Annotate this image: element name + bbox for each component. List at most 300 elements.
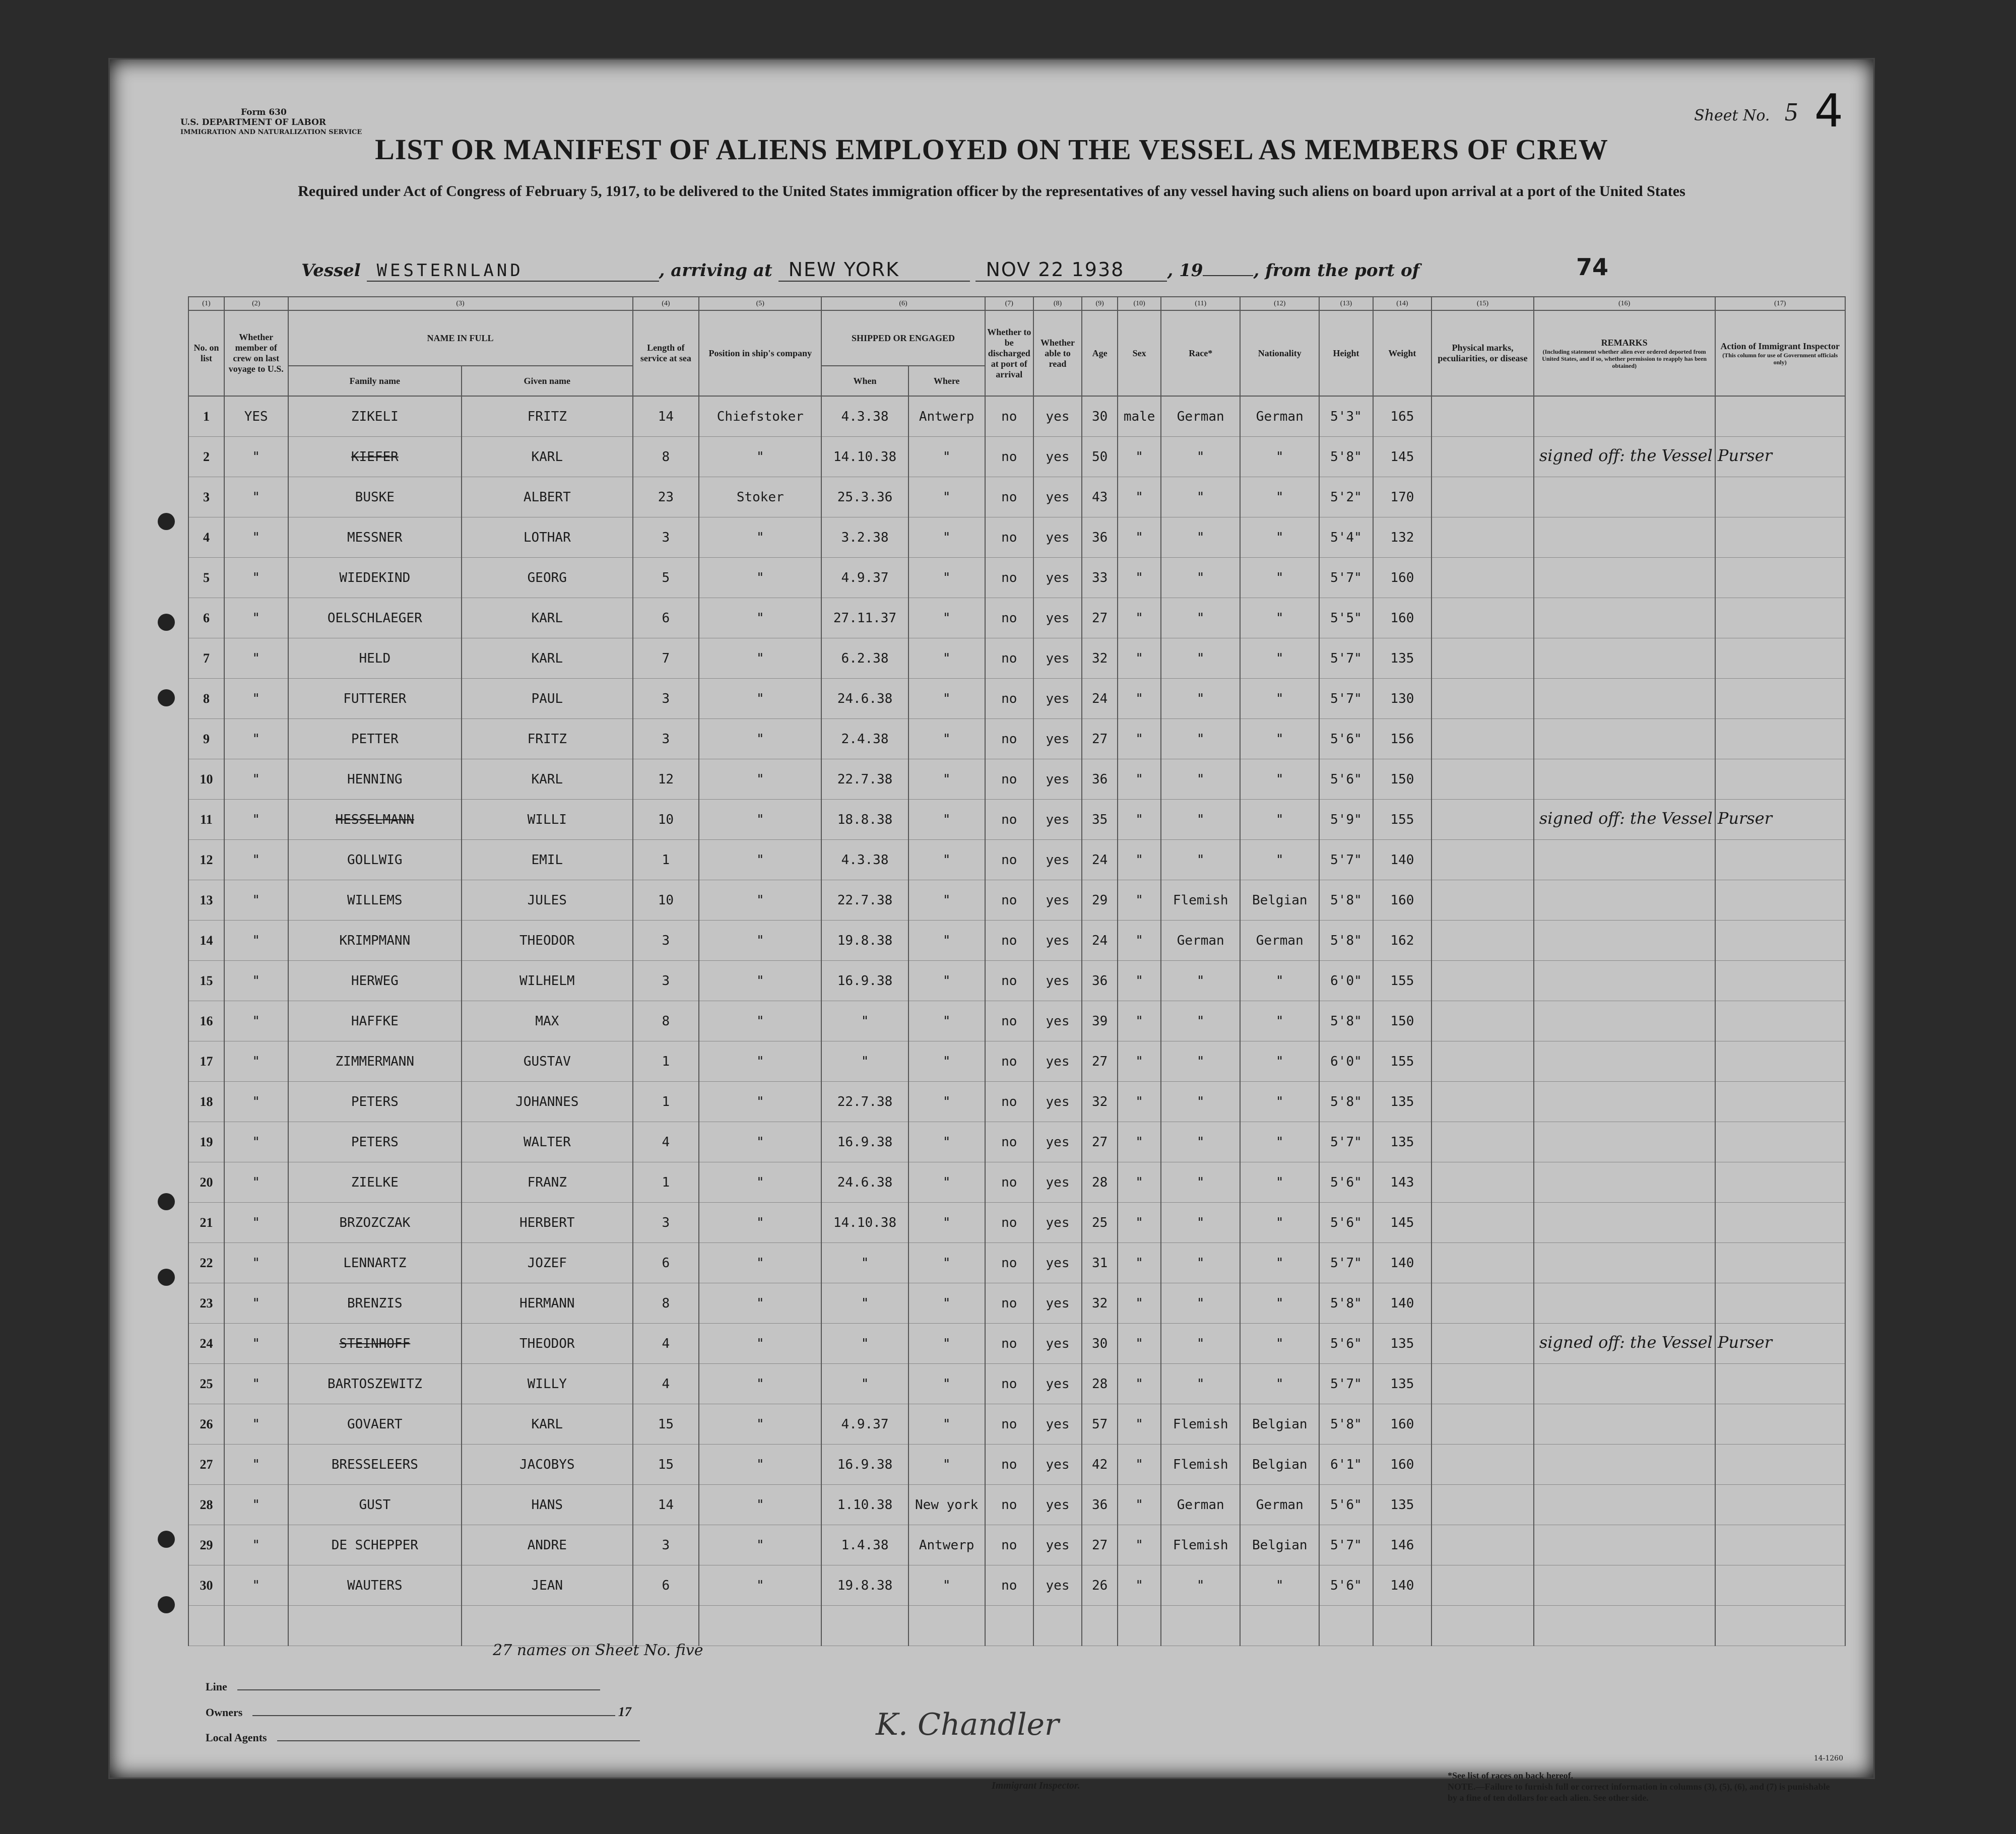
cell-inspector-action — [1715, 1122, 1846, 1162]
cell-sex: " — [1118, 800, 1161, 840]
cell-sex: " — [1118, 880, 1161, 921]
cell-nationality: " — [1240, 558, 1319, 598]
cell-shipped-when: " — [821, 1041, 908, 1082]
cell-able-to-read: yes — [1033, 477, 1082, 517]
cell-shipped-when: 14.10.38 — [821, 437, 908, 477]
cell-remarks — [1534, 1364, 1715, 1404]
cell-length-of-service: 4 — [633, 1122, 699, 1162]
cell-sex: " — [1118, 1243, 1161, 1283]
col-10-number: (10) — [1118, 297, 1161, 310]
cell-able-to-read: yes — [1033, 558, 1082, 598]
cell-remarks — [1534, 396, 1715, 437]
cell-shipped-where: " — [908, 437, 985, 477]
crew-table-body — [188, 396, 1845, 1646]
empty-cell — [1082, 1606, 1118, 1646]
cell-discharged: no — [985, 1445, 1033, 1485]
cell-nationality: " — [1240, 759, 1319, 800]
cell-height: 5'8" — [1319, 880, 1373, 921]
cell-last-voyage: " — [224, 1082, 288, 1122]
cell-remarks — [1534, 477, 1715, 517]
cell-discharged: no — [985, 1122, 1033, 1162]
cell-family-name: BRZOZCZAK — [288, 1203, 462, 1243]
cell-row-number: 22 — [188, 1243, 224, 1283]
remark-text: signed off: the Vessel Purser — [1539, 1333, 1773, 1352]
empty-cell — [1033, 1606, 1082, 1646]
cell-shipped-where: " — [908, 921, 985, 961]
cell-discharged: no — [985, 800, 1033, 840]
footer-fields — [206, 1674, 640, 1750]
cell-row-number: 17 — [188, 1041, 224, 1082]
cell-physical-marks — [1432, 437, 1534, 477]
cell-given-name: FRITZ — [462, 396, 632, 437]
cell-remarks — [1534, 1525, 1715, 1565]
cell-remarks — [1534, 1485, 1715, 1525]
cell-position: " — [699, 1565, 821, 1606]
cell-race: " — [1161, 1162, 1240, 1203]
binder-hole — [158, 1269, 175, 1286]
line-label: Line — [206, 1680, 227, 1693]
crew-row — [188, 396, 1845, 437]
cell-position: " — [699, 800, 821, 840]
cell-family-name: MESSNER — [288, 517, 462, 558]
cell-age: 31 — [1082, 1243, 1118, 1283]
cell-age: 26 — [1082, 1565, 1118, 1606]
cell-nationality: Belgian — [1240, 1525, 1319, 1565]
cell-discharged: no — [985, 638, 1033, 679]
cell-shipped-where: " — [908, 800, 985, 840]
col-shipped-engaged: SHIPPED OR ENGAGED — [821, 310, 985, 366]
empty-cell — [1161, 1606, 1240, 1646]
cell-inspector-action — [1715, 679, 1846, 719]
cell-remarks — [1534, 1404, 1715, 1445]
empty-cell — [1118, 1606, 1161, 1646]
cell-discharged: no — [985, 1525, 1033, 1565]
cell-length-of-service: 8 — [633, 437, 699, 477]
cell-sex: " — [1118, 1404, 1161, 1445]
crew-row — [188, 679, 1845, 719]
cell-weight: 135 — [1373, 1485, 1432, 1525]
crew-row — [188, 1203, 1845, 1243]
cell-able-to-read: yes — [1033, 759, 1082, 800]
cell-position: " — [699, 598, 821, 638]
cell-shipped-when: 16.9.38 — [821, 1445, 908, 1485]
cell-weight: 140 — [1373, 1283, 1432, 1324]
cell-row-number: 15 — [188, 961, 224, 1001]
column-number-row — [188, 297, 1845, 310]
form-number: Form 630 — [241, 107, 287, 117]
col-4-number: (4) — [633, 297, 699, 310]
cell-discharged: no — [985, 1565, 1033, 1606]
cell-family-name: WILLEMS — [288, 880, 462, 921]
cell-remarks — [1534, 759, 1715, 800]
manifest-sheet — [108, 58, 1875, 1803]
cell-nationality: " — [1240, 1203, 1319, 1243]
cell-length-of-service: 3 — [633, 517, 699, 558]
cell-race: Flemish — [1161, 1445, 1240, 1485]
cell-age: 36 — [1082, 961, 1118, 1001]
cell-last-voyage: " — [224, 719, 288, 759]
col-when: When — [821, 366, 908, 396]
cell-shipped-where: " — [908, 1001, 985, 1041]
empty-cell — [821, 1606, 908, 1646]
cell-length-of-service: 1 — [633, 1041, 699, 1082]
cell-physical-marks — [1432, 759, 1534, 800]
empty-cell — [1373, 1606, 1432, 1646]
crew-row — [188, 921, 1845, 961]
cell-last-voyage: " — [224, 1162, 288, 1203]
cell-length-of-service: 14 — [633, 396, 699, 437]
cell-age: 25 — [1082, 1203, 1118, 1243]
cell-physical-marks — [1432, 517, 1534, 558]
cell-family-name: BARTOSZEWITZ — [288, 1364, 462, 1404]
cell-length-of-service: 6 — [633, 1565, 699, 1606]
cell-age: 28 — [1082, 1364, 1118, 1404]
cell-discharged: no — [985, 598, 1033, 638]
vessel-name: WESTERNLAND — [367, 260, 659, 282]
footnote — [1448, 1770, 1841, 1803]
cell-shipped-when: 25.3.36 — [821, 477, 908, 517]
cell-shipped-when: 22.7.38 — [821, 1082, 908, 1122]
cell-discharged: no — [985, 1283, 1033, 1324]
cell-discharged: no — [985, 1243, 1033, 1283]
cell-row-number: 18 — [188, 1082, 224, 1122]
cell-nationality: " — [1240, 1001, 1319, 1041]
cell-weight: 150 — [1373, 759, 1432, 800]
year-label: , 19 — [1167, 260, 1203, 281]
cell-age: 33 — [1082, 558, 1118, 598]
cell-family-name: BRESSELEERS — [288, 1445, 462, 1485]
cell-position: " — [699, 1364, 821, 1404]
cell-shipped-when: " — [821, 1243, 908, 1283]
cell-sex: " — [1118, 719, 1161, 759]
cell-shipped-when: 4.9.37 — [821, 1404, 908, 1445]
arrival-port: NEW YORK — [778, 258, 970, 282]
cell-nationality: " — [1240, 477, 1319, 517]
cell-remarks — [1534, 638, 1715, 679]
cell-length-of-service: 1 — [633, 840, 699, 880]
cell-position: " — [699, 1243, 821, 1283]
col-discharged: Whether to be discharged at port of arrival — [985, 310, 1033, 396]
cell-given-name: WILLI — [462, 800, 632, 840]
cell-nationality: Belgian — [1240, 1445, 1319, 1485]
cell-inspector-action — [1715, 1565, 1846, 1606]
cell-shipped-where: Antwerp — [908, 1525, 985, 1565]
cell-nationality: " — [1240, 1364, 1319, 1404]
cell-inspector-action — [1715, 840, 1846, 880]
cell-race: Flemish — [1161, 1404, 1240, 1445]
crew-row — [188, 1445, 1845, 1485]
cell-given-name: WILLY — [462, 1364, 632, 1404]
cell-discharged: no — [985, 961, 1033, 1001]
cell-row-number: 25 — [188, 1364, 224, 1404]
crew-row — [188, 638, 1845, 679]
cell-weight: 165 — [1373, 396, 1432, 437]
cell-last-voyage: YES — [224, 396, 288, 437]
cell-able-to-read: yes — [1033, 1485, 1082, 1525]
cell-shipped-when: 24.6.38 — [821, 679, 908, 719]
crew-row — [188, 1082, 1845, 1122]
crew-row — [188, 517, 1845, 558]
cell-weight: 155 — [1373, 961, 1432, 1001]
cell-height: 5'7" — [1319, 679, 1373, 719]
col-16-number: (16) — [1534, 297, 1715, 310]
cell-physical-marks — [1432, 1001, 1534, 1041]
cell-shipped-where: " — [908, 880, 985, 921]
crew-row — [188, 1162, 1845, 1203]
cell-shipped-when: 14.10.38 — [821, 1203, 908, 1243]
cell-inspector-action — [1715, 1445, 1846, 1485]
crew-row — [188, 719, 1845, 759]
col-15-number: (15) — [1432, 297, 1534, 310]
cell-given-name: JEAN — [462, 1565, 632, 1606]
crew-row — [188, 759, 1845, 800]
page-title: LIST OR MANIFEST OF ALIENS EMPLOYED ON THE VESSEL AS MEMBERS OF CREW — [375, 133, 1608, 166]
cell-physical-marks — [1432, 719, 1534, 759]
cell-age: 36 — [1082, 1485, 1118, 1525]
cell-last-voyage: " — [224, 437, 288, 477]
cell-height: 5'6" — [1319, 1162, 1373, 1203]
cell-given-name: HANS — [462, 1485, 632, 1525]
cell-age: 36 — [1082, 517, 1118, 558]
cell-family-name: KRIMPMANN — [288, 921, 462, 961]
cell-last-voyage: " — [224, 1404, 288, 1445]
cell-position: " — [699, 880, 821, 921]
cell-family-name: WIEDEKIND — [288, 558, 462, 598]
cell-sex: " — [1118, 1445, 1161, 1485]
cell-inspector-action — [1715, 598, 1846, 638]
cell-family-name: OELSCHLAEGER — [288, 598, 462, 638]
cell-remarks — [1534, 679, 1715, 719]
col-7-number: (7) — [985, 297, 1033, 310]
cell-height: 5'2" — [1319, 477, 1373, 517]
cell-physical-marks — [1432, 396, 1534, 437]
cell-shipped-where: " — [908, 1324, 985, 1364]
cell-position: " — [699, 437, 821, 477]
cell-weight: 160 — [1373, 558, 1432, 598]
owners-field — [206, 1699, 640, 1725]
cell-race: " — [1161, 638, 1240, 679]
cell-able-to-read: yes — [1033, 880, 1082, 921]
empty-cell — [462, 1606, 632, 1646]
crew-row — [188, 840, 1845, 880]
cell-shipped-when: 4.9.37 — [821, 558, 908, 598]
cell-discharged: no — [985, 1041, 1033, 1082]
cell-race: " — [1161, 1283, 1240, 1324]
cell-last-voyage: " — [224, 1001, 288, 1041]
cell-position: " — [699, 1485, 821, 1525]
cell-physical-marks — [1432, 1364, 1534, 1404]
cell-position: " — [699, 840, 821, 880]
empty-row — [188, 1606, 1845, 1646]
empty-cell — [633, 1606, 699, 1646]
cell-last-voyage: " — [224, 1041, 288, 1082]
cell-given-name: FRITZ — [462, 719, 632, 759]
cell-last-voyage: " — [224, 1324, 288, 1364]
cell-last-voyage: " — [224, 1203, 288, 1243]
vessel-line — [301, 258, 1419, 282]
cell-height: 5'6" — [1319, 719, 1373, 759]
cell-weight: 140 — [1373, 1565, 1432, 1606]
col-2-number: (2) — [224, 297, 288, 310]
crew-row — [188, 1243, 1845, 1283]
cell-row-number: 9 — [188, 719, 224, 759]
cell-height: 5'8" — [1319, 1001, 1373, 1041]
cell-shipped-when: 24.6.38 — [821, 1162, 908, 1203]
cell-remarks — [1534, 1445, 1715, 1485]
cell-weight: 135 — [1373, 1122, 1432, 1162]
cell-physical-marks — [1432, 961, 1534, 1001]
cell-length-of-service: 3 — [633, 679, 699, 719]
cell-discharged: no — [985, 1404, 1033, 1445]
cell-length-of-service: 3 — [633, 719, 699, 759]
cell-remarks — [1534, 558, 1715, 598]
empty-cell — [1715, 1606, 1846, 1646]
cell-position: " — [699, 719, 821, 759]
col-inspector-note: (This column for use of Government officials only) — [1722, 351, 1838, 366]
cell-discharged: no — [985, 1324, 1033, 1364]
col-sex: Sex — [1118, 310, 1161, 396]
cell-shipped-where: " — [908, 1445, 985, 1485]
cell-age: 27 — [1082, 719, 1118, 759]
cell-physical-marks — [1432, 1324, 1534, 1364]
cell-age: 30 — [1082, 1324, 1118, 1364]
agents-field — [206, 1725, 640, 1750]
cell-shipped-where: " — [908, 1565, 985, 1606]
cell-last-voyage: " — [224, 1525, 288, 1565]
cell-last-voyage: " — [224, 1243, 288, 1283]
cell-shipped-where: " — [908, 1283, 985, 1324]
empty-cell — [1319, 1606, 1373, 1646]
cell-last-voyage: " — [224, 800, 288, 840]
crew-row — [188, 1001, 1845, 1041]
cell-able-to-read: yes — [1033, 800, 1082, 840]
cell-remarks — [1534, 1041, 1715, 1082]
col-race: Race* — [1161, 310, 1240, 396]
cell-given-name: JACOBYS — [462, 1445, 632, 1485]
department-name: U.S. DEPARTMENT OF LABOR — [180, 117, 327, 127]
col-14-number: (14) — [1373, 297, 1432, 310]
cell-row-number: 16 — [188, 1001, 224, 1041]
cell-inspector-action — [1715, 558, 1846, 598]
cell-given-name: WILHELM — [462, 961, 632, 1001]
agents-label: Local Agents — [206, 1731, 267, 1744]
cell-shipped-where: " — [908, 1041, 985, 1082]
cell-race: " — [1161, 800, 1240, 840]
cell-age: 43 — [1082, 477, 1118, 517]
cell-remarks — [1534, 1324, 1773, 1364]
cell-physical-marks — [1432, 1445, 1534, 1485]
cell-discharged: no — [985, 1203, 1033, 1243]
col-physical-marks: Physical marks, peculiarities, or disease — [1432, 310, 1534, 396]
cell-shipped-when: 4.3.38 — [821, 840, 908, 880]
cell-length-of-service: 15 — [633, 1404, 699, 1445]
cell-weight: 146 — [1373, 1525, 1432, 1565]
empty-cell — [1240, 1606, 1319, 1646]
cell-physical-marks — [1432, 1162, 1534, 1203]
cell-remarks — [1534, 598, 1715, 638]
cell-family-name: HENNING — [288, 759, 462, 800]
cell-inspector-action — [1715, 921, 1846, 961]
cell-shipped-when: 3.2.38 — [821, 517, 908, 558]
cell-sex: " — [1118, 1162, 1161, 1203]
cell-weight: 160 — [1373, 598, 1432, 638]
cell-discharged: no — [985, 1485, 1033, 1525]
cell-race: " — [1161, 437, 1240, 477]
crew-row — [188, 1364, 1845, 1404]
cell-sex: " — [1118, 1485, 1161, 1525]
cell-discharged: no — [985, 1162, 1033, 1203]
cell-inspector-action — [1715, 1243, 1846, 1283]
cell-inspector-action — [1715, 759, 1846, 800]
crew-row — [188, 1565, 1845, 1606]
cell-able-to-read: yes — [1033, 1203, 1082, 1243]
corner-number: 4 — [1814, 85, 1843, 138]
binder-hole — [158, 1193, 175, 1210]
cell-nationality: " — [1240, 1565, 1319, 1606]
cell-shipped-when: " — [821, 1283, 908, 1324]
cell-weight: 155 — [1373, 1041, 1432, 1082]
cell-family-name: STEINHOFF — [288, 1324, 462, 1364]
cell-family-name: PETERS — [288, 1082, 462, 1122]
cell-given-name: FRANZ — [462, 1162, 632, 1203]
crew-row — [188, 1122, 1845, 1162]
cell-physical-marks — [1432, 1283, 1534, 1324]
cell-position: " — [699, 638, 821, 679]
empty-cell — [1432, 1606, 1534, 1646]
cell-family-name: DE SCHEPPER — [288, 1525, 462, 1565]
cell-sex: " — [1118, 1525, 1161, 1565]
cell-physical-marks — [1432, 880, 1534, 921]
cell-position: " — [699, 759, 821, 800]
cell-race: " — [1161, 1041, 1240, 1082]
cell-weight: 160 — [1373, 1445, 1432, 1485]
cell-shipped-where: Antwerp — [908, 396, 985, 437]
cell-remarks — [1534, 1565, 1715, 1606]
cell-remarks — [1534, 1122, 1715, 1162]
cell-shipped-when: 16.9.38 — [821, 1122, 908, 1162]
cell-nationality: " — [1240, 598, 1319, 638]
cell-length-of-service: 1 — [633, 1162, 699, 1203]
cell-family-name: GOLLWIG — [288, 840, 462, 880]
col-weight: Weight — [1373, 310, 1432, 396]
cell-position: " — [699, 961, 821, 1001]
cell-length-of-service: 6 — [633, 1243, 699, 1283]
cell-length-of-service: 8 — [633, 1283, 699, 1324]
cell-race: " — [1161, 759, 1240, 800]
cell-position: " — [699, 1041, 821, 1082]
col-position: Position in ship's company — [699, 310, 821, 396]
cell-shipped-when: 1.4.38 — [821, 1525, 908, 1565]
cell-row-number: 21 — [188, 1203, 224, 1243]
cell-position: " — [699, 921, 821, 961]
print-code: 14-1260 — [1813, 1754, 1843, 1762]
cell-physical-marks — [1432, 638, 1534, 679]
cell-race: Flemish — [1161, 1525, 1240, 1565]
cell-height: 6'1" — [1319, 1445, 1373, 1485]
cell-sex: " — [1118, 1364, 1161, 1404]
cell-given-name: KARL — [462, 598, 632, 638]
cell-height: 5'6" — [1319, 1203, 1373, 1243]
empty-cell — [188, 1606, 224, 1646]
cell-position: " — [699, 679, 821, 719]
cell-able-to-read: yes — [1033, 1364, 1082, 1404]
cell-able-to-read: yes — [1033, 1565, 1082, 1606]
cell-race: Flemish — [1161, 880, 1240, 921]
cell-length-of-service: 6 — [633, 598, 699, 638]
cell-length-of-service: 3 — [633, 1525, 699, 1565]
cell-age: 29 — [1082, 880, 1118, 921]
cell-nationality: German — [1240, 396, 1319, 437]
